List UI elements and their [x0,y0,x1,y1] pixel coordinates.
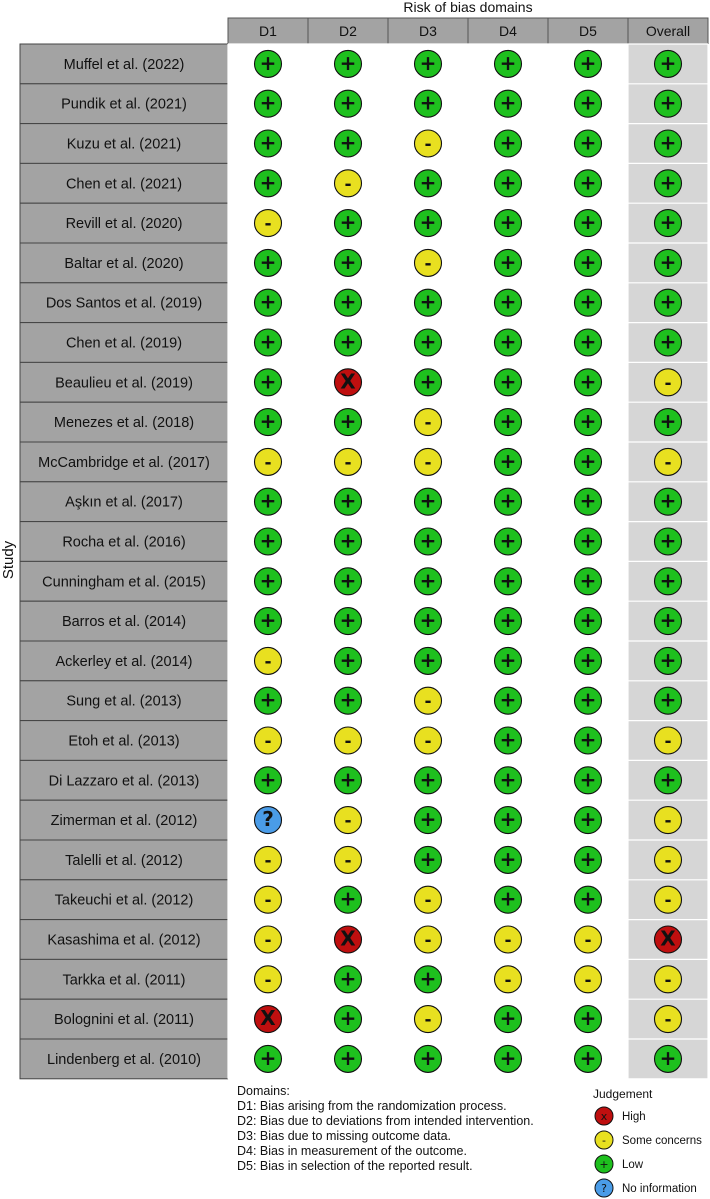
judgement-symbol: + [499,647,517,672]
judgement-symbol: + [499,409,517,434]
study-label: Lindenberg et al. (2010) [47,1051,201,1068]
judgement-symbol: + [339,966,357,991]
judgement-symbol: + [339,568,357,593]
judgement-symbol: + [259,90,277,115]
legend-swatch-symbol: ? [601,1182,607,1195]
judgement-symbol: - [424,413,432,434]
judgement-symbol: + [499,289,517,314]
judgement-symbol: + [419,807,437,832]
judgement-symbol: - [344,811,352,832]
judgement-symbol: - [344,731,352,752]
judgement-symbol: + [419,488,437,513]
study-label: Pundik et al. (2021) [61,96,187,113]
domains-legend-item-d1: D1: Bias arising from the randomization process. [237,1099,507,1113]
study-label: Sung et al. (2013) [66,693,182,710]
study-label: Etoh et al. (2013) [68,733,180,750]
legend-swatch-symbol: - [602,1134,606,1147]
judgement-symbol: + [339,886,357,911]
judgement-symbol: + [339,409,357,434]
judgement-symbol: - [264,731,272,752]
judgement-symbol: + [419,608,437,633]
judgement-symbol: + [499,886,517,911]
judgement-symbol: + [579,687,597,712]
judgement-symbol: + [579,568,597,593]
legend-label-low: Low [622,1159,644,1171]
judgement-symbol: - [664,452,672,473]
judgement-symbol: + [499,90,517,115]
judgement-symbol: + [579,329,597,354]
judgement-symbol: + [659,687,677,712]
judgement-symbol: + [419,369,437,394]
judgement-symbol: + [579,608,597,633]
judgement-symbol: - [344,452,352,473]
judgement-symbol: + [419,170,437,195]
domains-legend-item-d3: D3: Bias due to missing outcome data. [237,1129,452,1143]
judgement-symbol: + [499,846,517,871]
judgement-symbol: - [664,850,672,871]
judgement-symbol: + [659,767,677,792]
judgement-symbol: + [419,528,437,553]
judgement-symbol: - [264,214,272,235]
judgement-symbol: + [339,528,357,553]
domains-legend [237,1084,534,1174]
judgement-symbol: + [339,1045,357,1070]
judgement-symbol: + [339,1006,357,1031]
judgement-symbol: + [579,289,597,314]
judgement-symbol: - [424,930,432,951]
judgement-symbol: - [344,174,352,195]
judgement-symbol: ? [262,807,274,832]
judgement-symbol: - [264,452,272,473]
legend-label-some-concerns: Some concerns [622,1135,702,1147]
judgement-symbol: - [504,930,512,951]
judgement-symbol: + [419,329,437,354]
chart-title: Risk of bias domains [403,0,533,15]
column-header-label: Overall [645,23,691,39]
judgement-symbol: X [260,1006,276,1031]
column-header-label: D3 [419,23,437,39]
judgement-symbol: + [659,210,677,235]
judgement-symbol: + [659,50,677,75]
judgement-symbol: + [579,647,597,672]
legend-label-no-information: No information [622,1183,697,1195]
judgement-symbol: + [339,130,357,155]
judgement-symbol: + [659,1045,677,1070]
judgement-symbol: + [499,210,517,235]
judgement-symbol: + [259,687,277,712]
judgement-symbol: + [499,568,517,593]
judgement-symbol: - [424,134,432,155]
judgement-symbol: X [340,369,356,394]
study-label: Bolognini et al. (2011) [54,1012,194,1029]
judgement-symbol: + [499,488,517,513]
domains-legend-heading: Domains: [237,1084,290,1098]
judgement-symbol: + [419,90,437,115]
judgement-symbol: + [499,369,517,394]
judgement-symbol: + [499,1045,517,1070]
judgement-symbol: - [584,970,592,991]
legend-label-high: High [622,1111,646,1123]
judgement-symbol: + [499,249,517,274]
judgement-symbol: + [499,1006,517,1031]
judgement-symbol: + [339,249,357,274]
judgement-symbol: + [579,130,597,155]
judgement-symbol: + [499,767,517,792]
study-label: Talelli et al. (2012) [65,852,183,869]
judgement-symbol: + [659,568,677,593]
judgement-symbol: - [664,811,672,832]
judgement-symbol: - [264,850,272,871]
judgement-symbol: + [259,289,277,314]
judgement-symbol: + [659,409,677,434]
judgement-symbol: + [419,767,437,792]
study-label: Aşkın et al. (2017) [65,494,183,511]
judgement-symbol: + [499,727,517,752]
judgement-symbol: - [424,253,432,274]
y-axis-label: Study [0,540,17,580]
judgement-legend [585,1084,710,1199]
judgement-symbol: + [499,50,517,75]
study-label: Barros et al. (2014) [61,614,187,631]
study-label: Rocha et al. (2016) [62,534,186,551]
column-header-label: D4 [499,23,517,39]
judgement-symbol: + [579,1006,597,1031]
study-label: Chen et al. (2019) [65,335,183,352]
judgement-symbol: + [579,528,597,553]
judgement-symbol: + [579,727,597,752]
judgement-symbol: + [259,568,277,593]
judgement-symbol: + [579,886,597,911]
legend-swatch-symbol: x [600,1110,608,1123]
judgement-symbol: + [579,448,597,473]
study-label: Tarkka et al. (2011) [62,972,186,989]
study-label: Zimerman et al. (2012) [50,813,198,830]
judgement-symbol: - [264,651,272,672]
judgement-symbol: + [259,369,277,394]
judgement-symbol: + [579,249,597,274]
study-label: Kuzu et al. (2021) [66,136,182,153]
judgement-symbol: + [659,90,677,115]
domains-legend-item-d2: D2: Bias due to deviations from intended intervention. [237,1114,534,1128]
judgement-symbol: + [579,90,597,115]
judgement-symbol: + [339,50,357,75]
judgement-symbol: + [339,90,357,115]
study-label: McCambridge et al. (2017) [38,454,210,471]
judgement-symbol: + [579,846,597,871]
judgement-symbol: + [499,687,517,712]
judgement-symbol: + [419,568,437,593]
study-label: Kasashima et al. (2012) [47,932,201,949]
column-header-label: D2 [339,23,357,39]
judgement-symbol: + [339,767,357,792]
judgement-symbol: + [339,210,357,235]
judgement-symbol: + [259,409,277,434]
judgement-symbol: + [579,369,597,394]
judgement-symbol: X [660,926,676,951]
study-label: Dos Santos et al. (2019) [45,295,203,312]
judgement-symbol: + [419,1045,437,1070]
judgement-symbol: + [659,329,677,354]
judgement-symbol: + [659,608,677,633]
judgement-symbol: + [259,170,277,195]
judgement-symbol: + [579,50,597,75]
judgement-symbol: + [259,528,277,553]
judgement-symbol: + [659,130,677,155]
judgement-symbol: + [579,767,597,792]
judgement-symbol: + [339,687,357,712]
judgement-symbol: + [659,170,677,195]
judgement-symbol: + [419,647,437,672]
domains-legend-item-d5: D5: Bias in selection of the reported result. [237,1159,473,1173]
judgement-symbol: - [664,890,672,911]
judgement-symbol: + [499,807,517,832]
judgement-symbol: + [339,647,357,672]
judgement-symbol: + [419,966,437,991]
judgement-symbol: - [264,890,272,911]
grid-layer [20,18,708,1079]
judgement-symbol: + [419,50,437,75]
judgement-symbol: + [259,50,277,75]
judgement-symbol: + [499,329,517,354]
judgement-symbol: - [664,970,672,991]
judgement-symbol: - [344,850,352,871]
judgement-symbol: - [424,452,432,473]
study-label: Baltar et al. (2020) [64,255,184,272]
judgement-symbol: + [659,289,677,314]
judgement-symbol: + [259,329,277,354]
judgement-symbol: + [259,608,277,633]
judgement-symbol: + [259,130,277,155]
judgement-symbol: + [579,409,597,434]
judgement-symbol: - [664,373,672,394]
study-label: Takeuchi et al. (2012) [54,892,194,909]
judgement-symbol: + [259,1045,277,1070]
judgement-symbol: - [424,731,432,752]
judgement-symbol: + [339,329,357,354]
judgement-symbol: + [579,1045,597,1070]
judgement-symbol: - [584,930,592,951]
judgement-symbol: + [419,289,437,314]
judgement-symbol: - [424,1010,432,1031]
judgement-legend-heading: Judgement [593,1087,653,1101]
judgement-symbol: - [664,1010,672,1031]
judgement-symbol: - [664,731,672,752]
judgement-symbol: + [339,608,357,633]
column-header-label: D5 [579,23,597,39]
column-header-label: D1 [259,23,277,39]
judgement-symbol: + [659,528,677,553]
judgement-symbol: - [504,970,512,991]
judgement-symbol: + [499,170,517,195]
judgement-symbol: + [339,488,357,513]
judgement-symbol: + [579,807,597,832]
judgement-symbol: + [259,488,277,513]
study-label: Di Lazzaro et al. (2013) [48,773,200,790]
study-label: Beaulieu et al. (2019) [55,375,193,392]
judgement-symbol: + [579,210,597,235]
judgement-symbol: - [424,691,432,712]
study-label: Menezes et al. (2018) [53,415,195,432]
judgement-symbol: + [579,170,597,195]
judgement-symbol: + [499,448,517,473]
judgement-symbol: + [659,249,677,274]
judgement-symbol: - [264,970,272,991]
judgement-symbol: + [339,289,357,314]
judgement-symbol: + [419,210,437,235]
study-label: Revill et al. (2020) [65,216,183,233]
judgement-symbol: + [419,846,437,871]
study-label: Chen et al. (2021) [65,176,183,193]
judgement-symbol: X [340,926,356,951]
judgement-symbol: + [659,647,677,672]
judgement-symbol: + [499,528,517,553]
study-label: Ackerley et al. (2014) [55,653,193,670]
study-label: Cunningham et al. (2015) [42,574,206,591]
judgement-symbol: + [499,608,517,633]
judgement-symbol: + [579,488,597,513]
judgement-symbol: - [264,930,272,951]
judgement-symbol: + [259,767,277,792]
judgement-symbol: - [424,890,432,911]
domains-legend-item-d4: D4: Bias in measurement of the outcome. [237,1144,467,1158]
judgement-symbol: + [259,249,277,274]
legend-swatch-symbol: + [599,1158,609,1171]
study-label: Muffel et al. (2022) [63,56,185,73]
judgement-symbol: + [499,130,517,155]
judgement-symbol: + [659,488,677,513]
